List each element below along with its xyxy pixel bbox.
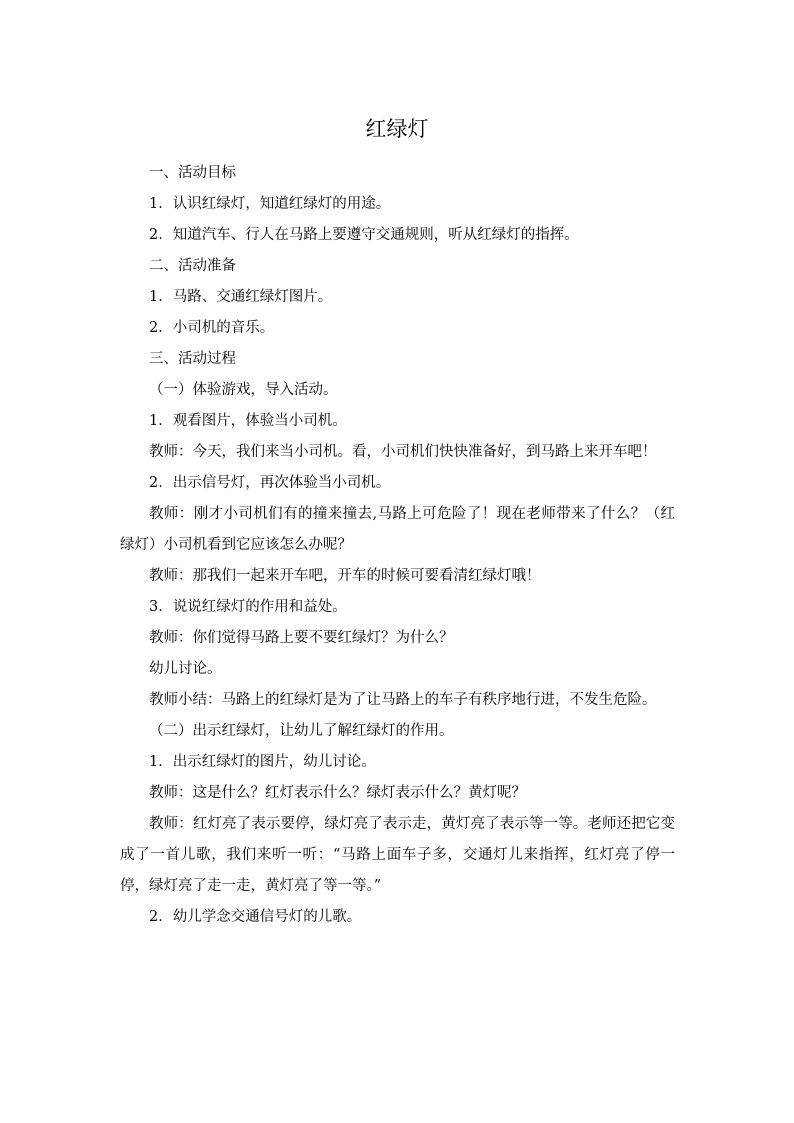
process-section-2-heading: （二）出示红绿灯，让幼儿了解红绿灯的作用。: [149, 723, 454, 739]
teacher-dialogue: 教师：今天，我们来当小司机。看，小司机们快快准备好，到马路上来开车吧！: [149, 444, 657, 460]
teacher-dialogue: 教师：红灯亮了表示要停，绿灯亮了表示走，黄灯亮了表示等一等。老师还把它变成了一首儿歌，我们来听一听：“马路上面车子多，交通灯儿来指挥，红灯亮了停一停，绿灯亮了走一走，黄灯亮了等一等。”: [120, 816, 675, 894]
goal-item-1: 1．认识红绿灯，知道红绿灯的用途。: [149, 196, 391, 212]
process-step-1: 1．出示红绿灯的图片，幼儿讨论。: [149, 754, 376, 770]
process-section-1-heading: （一）体验游戏，导入活动。: [149, 382, 338, 398]
heading-activity-goals: 一、活动目标: [149, 165, 236, 181]
process-step-2: 2．幼儿学念交通信号灯的儿歌。: [149, 909, 362, 925]
teacher-summary: 教师小结：马路上的红绿灯是为了让马路上的车子有秩序地行进，不发生危险。: [149, 692, 657, 708]
teacher-dialogue: 教师：你们觉得马路上要不要红绿灯？为什么？: [149, 630, 454, 646]
heading-activity-process: 三、活动过程: [149, 351, 236, 367]
children-discussion: 幼儿讨论。: [149, 661, 222, 677]
teacher-dialogue: 教师：这是什么？红灯表示什么？绿灯表示什么？黄灯呢？: [149, 785, 526, 801]
teacher-dialogue: 教师：那我们一起来开车吧，开车的时候可要看清红绿灯哦！: [149, 568, 541, 584]
preparation-item-1: 1．马路、交通红绿灯图片。: [149, 289, 333, 305]
process-step-1: 1．观看图片，体验当小司机。: [149, 413, 347, 429]
heading-activity-preparation: 二、活动准备: [149, 258, 236, 274]
teacher-dialogue: 教师：刚才小司机们有的撞来撞去,马路上可危险了！现在老师带来了什么？（红绿灯）小司机看到它应该怎么办呢？: [120, 506, 675, 553]
document-body: [120, 158, 675, 933]
process-step-3: 3．说说红绿灯的作用和益处。: [149, 599, 347, 615]
goal-item-2: 2．知道汽车、行人在马路上要遵守交通规则，听从红绿灯的指挥。: [149, 227, 579, 243]
document-title: 红绿灯: [365, 117, 429, 141]
preparation-item-2: 2．小司机的音乐。: [149, 320, 275, 336]
process-step-2: 2．出示信号灯，再次体验当小司机。: [149, 475, 391, 491]
